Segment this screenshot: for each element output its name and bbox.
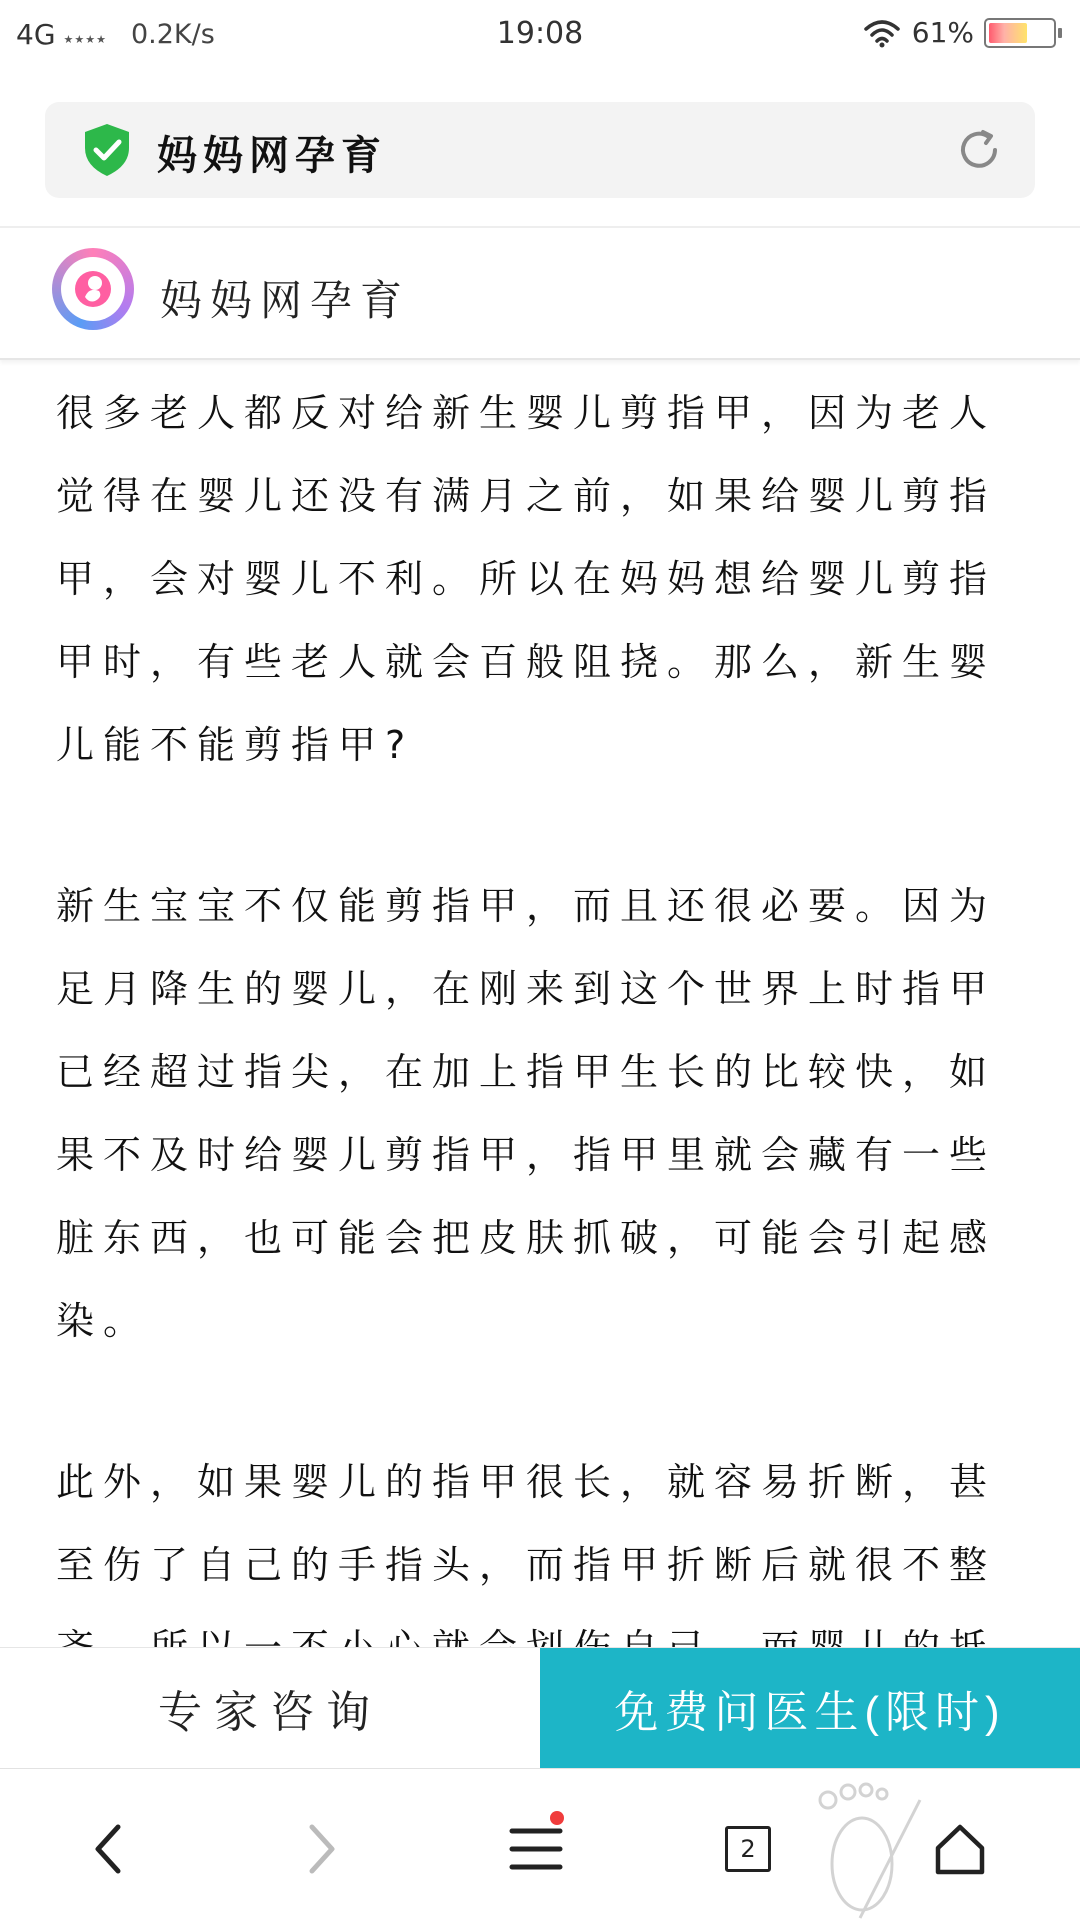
refresh-icon[interactable] bbox=[953, 124, 1005, 176]
article-paragraph: 新生宝宝不仅能剪指甲，而且还很必要。因为足月降生的婴儿，在刚来到这个世界上时指甲已经超过指尖，在加上指甲生长的比较快，如果不及时给婴儿剪指甲，指甲里就会藏有一些脏东西，也可能会把皮肤抓破，可能会引起感染。 bbox=[56, 884, 997, 1343]
battery-percent: 61% bbox=[911, 16, 974, 49]
status-right bbox=[862, 16, 1056, 49]
status-bar bbox=[0, 0, 1080, 72]
site-title: 妈妈网孕育 bbox=[160, 276, 411, 325]
address-bar[interactable] bbox=[45, 102, 1035, 198]
menu-icon bbox=[508, 1825, 564, 1873]
security-shield-icon bbox=[81, 122, 133, 178]
notification-dot bbox=[550, 1811, 564, 1825]
home-icon bbox=[932, 1822, 988, 1876]
forward-button[interactable] bbox=[282, 1809, 362, 1889]
forward-icon bbox=[302, 1821, 342, 1877]
site-header bbox=[0, 228, 1080, 360]
menu-button[interactable] bbox=[496, 1809, 576, 1889]
tab-count: 2 bbox=[725, 1826, 771, 1872]
address-title[interactable]: 妈妈网孕育 bbox=[157, 133, 387, 179]
site-logo[interactable] bbox=[52, 248, 134, 330]
network-speed: 0.2K/s bbox=[130, 19, 215, 50]
network-type: 4G bbox=[16, 18, 56, 51]
article-paragraph: 此外，如果婴儿的指甲很长，就容易折断，甚至伤了自己的手指头，而指甲折断后就很不整 bbox=[56, 1460, 997, 1587]
action-bar bbox=[0, 1647, 1080, 1768]
footprint-watermark-icon bbox=[800, 1780, 930, 1920]
ask-doctor-button[interactable]: 免费问医生(限时) bbox=[540, 1648, 1080, 1768]
clock: 19:08 bbox=[496, 16, 584, 51]
baby-icon bbox=[71, 267, 115, 311]
battery-fill bbox=[989, 23, 1027, 43]
wifi-icon bbox=[862, 17, 902, 49]
expert-consult-button[interactable]: 专家咨询 bbox=[0, 1648, 540, 1768]
article-body bbox=[56, 372, 1026, 1642]
back-button[interactable] bbox=[68, 1809, 148, 1889]
article-paragraph: 很多老人都反对给新生婴儿剪指甲，因为老人觉得在婴儿还没有满月之前，如果给婴儿剪指甲，会对婴儿不利。所以在妈妈想给婴儿剪指甲时，有些老人就会百般阻挠。那么，新生婴儿能不能剪指甲? bbox=[56, 391, 997, 767]
back-icon bbox=[88, 1821, 128, 1877]
signal-icon: ★★★★ bbox=[63, 33, 107, 46]
battery-icon bbox=[984, 18, 1056, 48]
home-button[interactable] bbox=[920, 1809, 1000, 1889]
tabs-button[interactable] bbox=[708, 1809, 788, 1889]
